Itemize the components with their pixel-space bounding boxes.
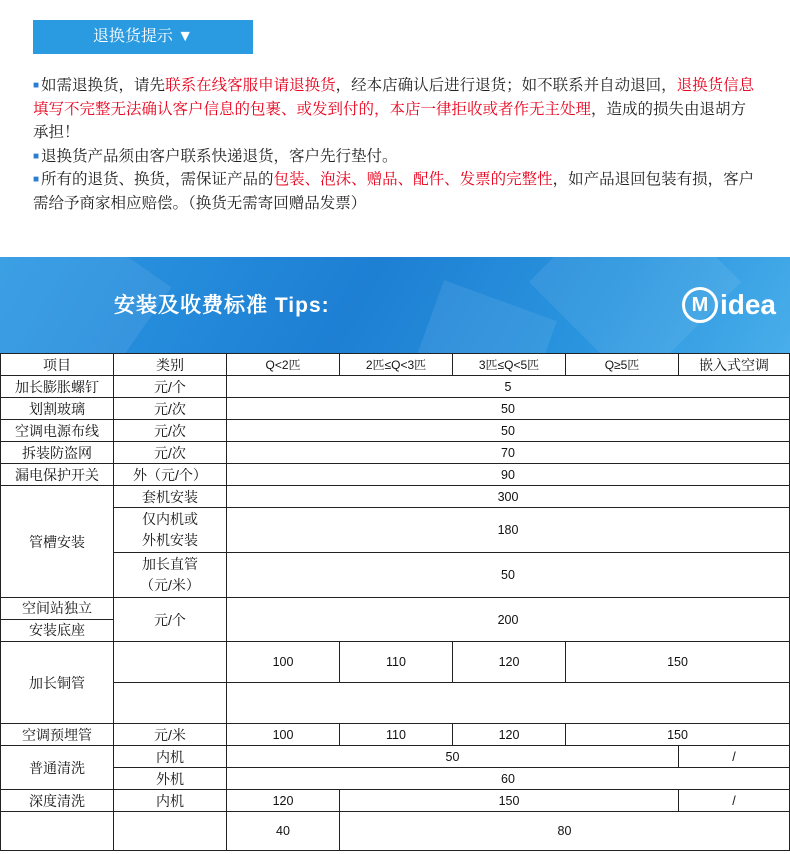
header-cell: 3匹≤Q<5匹: [453, 354, 566, 376]
logo-mark: M: [682, 287, 718, 323]
table-row: [1, 746, 790, 768]
item-cell: 拆装防盗网: [1, 442, 114, 464]
value-cell: 300: [227, 486, 790, 508]
table-header-row: [1, 354, 790, 376]
table-row: [1, 508, 790, 553]
square-bullet-icon: ■: [33, 80, 40, 91]
note-1: [33, 74, 758, 145]
unit-cell: 内机: [114, 746, 227, 768]
value-cell: 80: [340, 812, 790, 851]
value-cell: 150: [566, 642, 790, 683]
unit-line: 仅内机或: [142, 511, 198, 527]
value-cell: 40: [227, 812, 340, 851]
value-cell: 70: [227, 442, 790, 464]
note-3: [33, 168, 758, 215]
note-highlight: 联系在线客服申请退换货: [165, 77, 336, 94]
value-cell: 50: [227, 746, 679, 768]
table-row: [1, 398, 790, 420]
value-cell: 50: [227, 398, 790, 420]
unit-cell: [114, 508, 227, 553]
table-row: [1, 553, 790, 598]
unit-cell: 元/次: [114, 420, 227, 442]
table-row: [1, 642, 790, 683]
return-tips-tab[interactable]: 退换货提示 ▼: [33, 20, 253, 54]
fee-table: [0, 353, 790, 851]
note-text: ，如产品退回包装有损，客户需给予商家相应赔偿。（换货无需寄回赠品发票）: [33, 171, 755, 212]
value-cell: 110: [340, 724, 453, 746]
unit-cell: [114, 812, 227, 851]
table-row: [1, 812, 790, 851]
value-cell: 50: [227, 553, 790, 598]
value-cell: 60: [227, 768, 790, 790]
unit-cell: 内机: [114, 790, 227, 812]
header-cell: 嵌入式空调: [679, 354, 790, 376]
table-row: [1, 486, 790, 508]
table-row: [1, 768, 790, 790]
banner-decoration: [403, 280, 557, 353]
unit-cell: [114, 642, 227, 683]
unit-line: （元/米）: [140, 577, 200, 593]
item-cell: 空调预埋管: [1, 724, 114, 746]
header-cell: Q≥5匹: [566, 354, 679, 376]
item-cell: 划割玻璃: [1, 398, 114, 420]
value-cell: 150: [340, 790, 679, 812]
item-cell: 空调电源布线: [1, 420, 114, 442]
item-cell: 管槽安装: [1, 486, 114, 598]
item-cell: [1, 598, 114, 642]
note-text: ，经本店确认后进行退货；如不联系并自动退回，: [335, 77, 677, 94]
unit-cell: 元/个: [114, 376, 227, 398]
value-cell: 100: [227, 724, 340, 746]
unit-cell: 元/米: [114, 724, 227, 746]
value-cell: /: [679, 746, 790, 768]
fee-banner: [0, 257, 790, 353]
value-cell: 90: [227, 464, 790, 486]
value-cell: 120: [453, 724, 566, 746]
value-cell: /: [679, 790, 790, 812]
unit-cell: 元/次: [114, 442, 227, 464]
value-cell: [227, 683, 790, 724]
item-line: 空间站独立: [22, 600, 92, 616]
logo-text: idea: [719, 289, 776, 320]
unit-cell: [114, 683, 227, 724]
unit-cell: 元/次: [114, 398, 227, 420]
table-row: [1, 464, 790, 486]
header-cell: Q<2匹: [227, 354, 340, 376]
unit-cell: 元/个: [114, 598, 227, 642]
table-row: [1, 442, 790, 464]
unit-cell: [114, 553, 227, 598]
note-text: ，造成的损失由退胡方承担！: [33, 100, 747, 141]
header-cell: 2匹≤Q<3匹: [340, 354, 453, 376]
banner-title: 安装及收费标准 Tips:: [114, 294, 330, 317]
header-cell: 类别: [114, 354, 227, 376]
value-cell: 100: [227, 642, 340, 683]
item-cell: 加长铜管: [1, 642, 114, 724]
item-cell: [1, 812, 114, 851]
value-cell: 5: [227, 376, 790, 398]
table-row: [1, 376, 790, 398]
unit-cell: 外机: [114, 768, 227, 790]
unit-line: 外机安装: [142, 532, 198, 548]
value-cell: 120: [227, 790, 340, 812]
note-highlight: 退换货信息填写不完整无法确认客户信息的包裹、或发到付的，本店一律拒收或者作无主处理: [33, 77, 755, 118]
table-row: [1, 683, 790, 724]
table-row: [1, 790, 790, 812]
note-text: 所有的退货、换货，需保证产品的: [41, 171, 274, 188]
unit-cell: 外（元/个）: [114, 464, 227, 486]
note-highlight: 包装、泡沫、赠品、配件、发票的完整性: [273, 171, 553, 188]
note-text: 退换货产品须由客户联系快递退货，客户先行垫付。: [41, 147, 398, 165]
item-cell: 漏电保护开关: [1, 464, 114, 486]
table-row: [1, 598, 790, 642]
item-cell: 深度清洗: [1, 790, 114, 812]
unit-line: 加长直管: [142, 556, 198, 572]
table-row: [1, 420, 790, 442]
value-cell: 50: [227, 420, 790, 442]
value-cell: 200: [227, 598, 790, 642]
item-cell: 普通清洗: [1, 746, 114, 790]
value-cell: 120: [453, 642, 566, 683]
midea-logo: [682, 287, 776, 323]
value-cell: 110: [340, 642, 453, 683]
table-row: [1, 724, 790, 746]
header-cell: 项目: [1, 354, 114, 376]
return-notes: [33, 74, 758, 215]
square-bullet-icon: ■: [33, 150, 40, 162]
item-line: 安装底座: [1, 619, 113, 641]
value-cell: 180: [227, 508, 790, 553]
note-text: 如需退换货，请先: [41, 77, 166, 94]
value-cell: 150: [566, 724, 790, 746]
unit-cell: 套机安装: [114, 486, 227, 508]
note-2: [33, 145, 758, 169]
square-bullet-icon: ■: [33, 174, 40, 185]
item-cell: 加长膨胀螺钉: [1, 376, 114, 398]
